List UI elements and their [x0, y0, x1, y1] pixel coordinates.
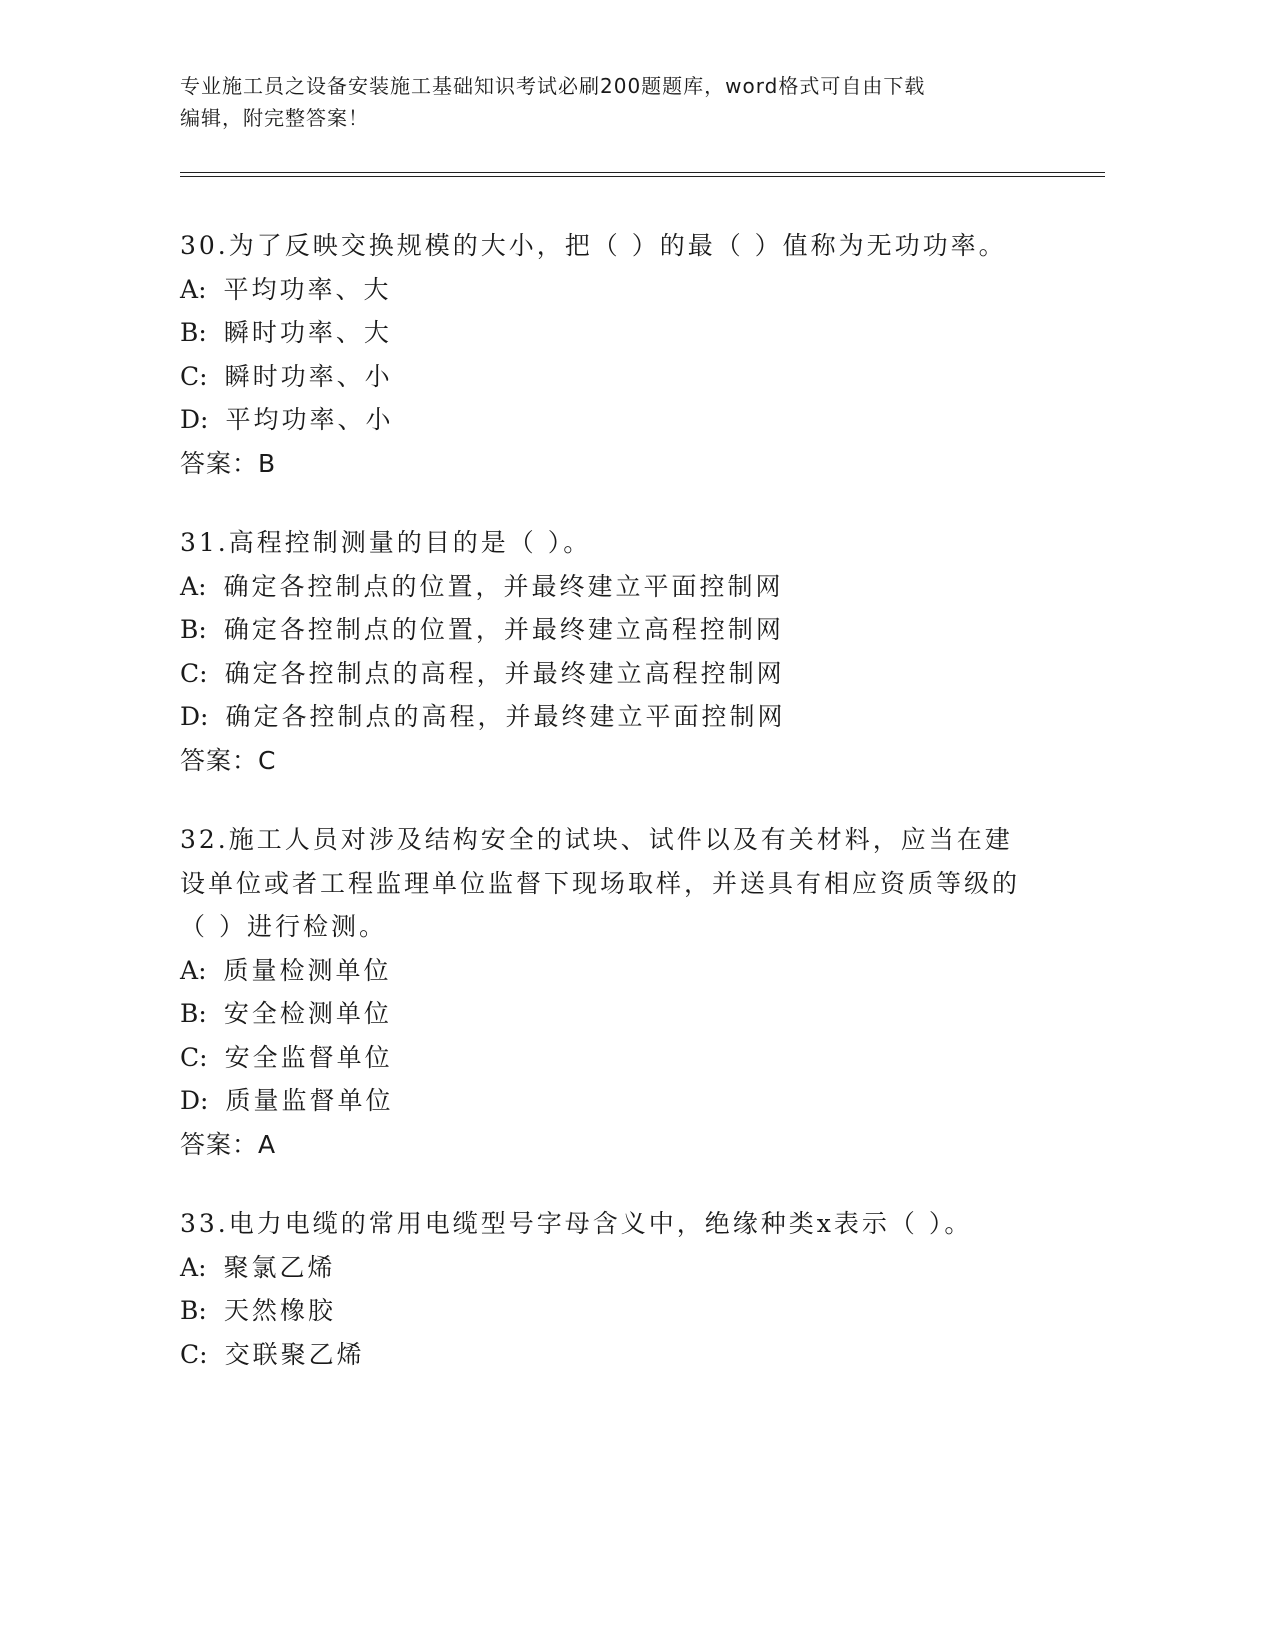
option-label: A — [180, 571, 199, 601]
answer-label: 答案： — [180, 745, 259, 775]
option-b: B: 确定各控制点的位置，并最终建立高程控制网 — [180, 615, 784, 644]
question-stem: 电力电缆的常用电缆型号字母含义中，绝缘种类x表示（ ）。 — [228, 1209, 973, 1238]
option-text: 确定各控制点的高程，并最终建立高程控制网 — [224, 658, 785, 688]
question-text — [180, 818, 1040, 949]
option-label: A — [180, 955, 199, 985]
question-number: 33. — [180, 1209, 229, 1238]
option-text: 质量监督单位 — [225, 1086, 394, 1115]
option-c: C: 瞬时功率、小 — [180, 361, 393, 391]
header-divider-bottom — [180, 176, 1105, 177]
option-text: 确定各控制点的位置，并最终建立平面控制网 — [223, 571, 784, 601]
question-stem: 高程控制测量的目的是（ ）。 — [228, 528, 592, 557]
question-30 — [180, 224, 1040, 485]
answer-line — [180, 442, 1040, 486]
option-d: D: 平均功率、小 — [180, 405, 394, 434]
option-text: 安全检测单位 — [223, 999, 392, 1028]
question-stem: 施工人员对涉及结构安全的试块、试件以及有关材料，应当在建设单位或者工程监理单位监督下现场取样，并送具有相应资质等级的（ ）进行检测。 — [180, 825, 1021, 941]
answer-line — [180, 739, 1040, 783]
option-label: C — [180, 1339, 200, 1369]
question-number: 31. — [180, 528, 229, 557]
answer-line — [180, 1123, 1040, 1167]
question-stem: 为了反映交换规模的大小，把（ ）的最（ ）值称为无功功率。 — [228, 231, 1007, 260]
option-a: A: 聚氯乙烯 — [180, 1252, 336, 1282]
option-label: D — [180, 702, 201, 731]
option-text: 安全监督单位 — [224, 1042, 393, 1072]
option-b: B: 天然橡胶 — [180, 1296, 336, 1325]
option-label: D — [180, 405, 201, 434]
option-d: D: 确定各控制点的高程，并最终建立平面控制网 — [180, 702, 786, 731]
option-text: 确定各控制点的高程，并最终建立平面控制网 — [225, 702, 786, 731]
question-33 — [180, 1202, 1040, 1376]
option-a: A: 确定各控制点的位置，并最终建立平面控制网 — [180, 571, 784, 601]
question-list — [180, 224, 1040, 1412]
document-header — [180, 70, 1040, 134]
option-c: C: 确定各控制点的高程，并最终建立高程控制网 — [180, 658, 785, 688]
option-text: 平均功率、小 — [225, 405, 394, 434]
answer-value: A — [258, 1129, 277, 1159]
header-divider-top — [180, 172, 1105, 173]
option-a: A: 平均功率、大 — [180, 274, 392, 304]
question-number: 30. — [180, 231, 229, 260]
option-label: D — [180, 1086, 201, 1115]
header-title-line-1: 专业施工员之设备安装施工基础知识考试必刷200题题库，word格式可自由下载 — [180, 74, 926, 98]
answer-value: C — [258, 745, 277, 775]
option-text: 瞬时功率、小 — [224, 361, 393, 391]
option-label: A — [180, 274, 199, 304]
option-label: B — [180, 1296, 199, 1325]
option-text: 聚氯乙烯 — [223, 1252, 336, 1282]
option-b: B: 瞬时功率、大 — [180, 318, 392, 347]
option-label: C — [180, 1042, 200, 1072]
option-c: C: 安全监督单位 — [180, 1042, 393, 1072]
question-number: 32. — [180, 825, 229, 854]
answer-label: 答案： — [180, 1129, 259, 1159]
option-b: B: 安全检测单位 — [180, 999, 392, 1028]
question-text — [180, 1202, 1040, 1246]
option-label: B — [180, 318, 199, 347]
question-text — [180, 521, 1040, 565]
option-text: 质量检测单位 — [223, 955, 392, 985]
question-32 — [180, 818, 1040, 1166]
option-text: 确定各控制点的位置，并最终建立高程控制网 — [223, 615, 784, 644]
option-c: C: 交联聚乙烯 — [180, 1339, 365, 1369]
option-label: B — [180, 615, 199, 644]
option-label: B — [180, 999, 199, 1028]
question-31 — [180, 521, 1040, 782]
option-a: A: 质量检测单位 — [180, 955, 392, 985]
option-text: 平均功率、大 — [223, 274, 392, 304]
header-title-line-2: 编辑，附完整答案！ — [180, 106, 369, 130]
option-d: D: 质量监督单位 — [180, 1086, 394, 1115]
answer-value: B — [258, 448, 277, 478]
answer-label: 答案： — [180, 448, 259, 478]
option-label: C — [180, 361, 200, 391]
option-text: 交联聚乙烯 — [224, 1339, 365, 1369]
option-text: 瞬时功率、大 — [223, 318, 392, 347]
option-text: 天然橡胶 — [223, 1296, 336, 1325]
question-text — [180, 224, 1040, 268]
option-label: A — [180, 1252, 199, 1282]
option-label: C — [180, 658, 200, 688]
